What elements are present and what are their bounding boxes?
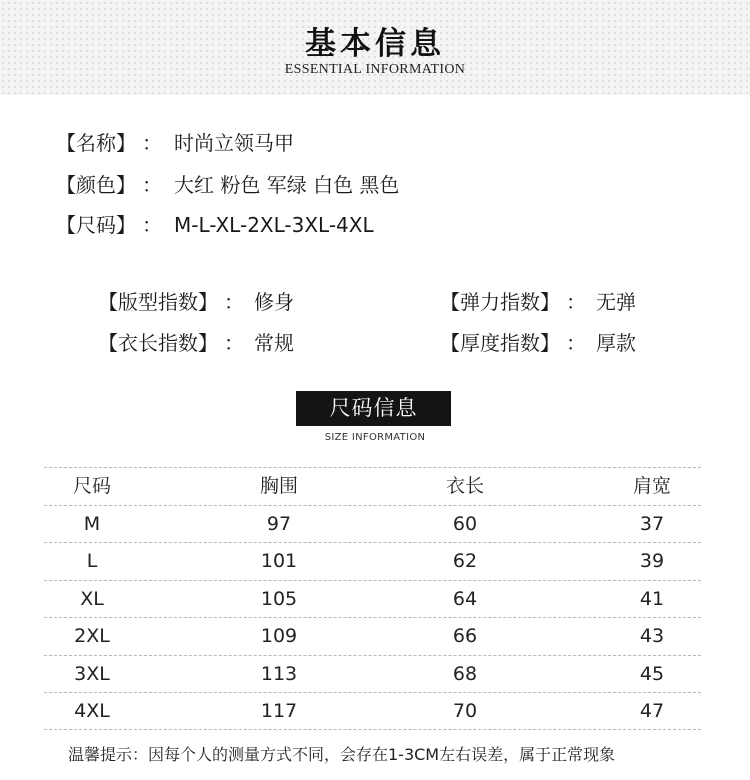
table-cell: 45 <box>639 662 665 685</box>
table-cell: 101 <box>260 550 298 572</box>
info-label: 【名称】 <box>56 131 136 155</box>
attr-label: 【厚度指数】 <box>440 331 560 355</box>
table-row <box>44 655 701 693</box>
size-table <box>44 467 701 730</box>
table-cell: 37 <box>639 512 665 535</box>
table-cell: 3XL <box>74 662 110 685</box>
info-label: 【尺码】 <box>56 213 136 237</box>
info-separator: ： <box>142 213 162 237</box>
table-row <box>44 617 701 655</box>
page-title: 基本信息 <box>305 26 445 62</box>
table-cell: XL <box>80 587 104 610</box>
info-value: M-L-XL-2XL-3XL-4XL <box>174 213 374 237</box>
table-row <box>44 505 701 543</box>
table-row <box>44 542 701 580</box>
table-cell: 105 <box>260 587 298 610</box>
attr-elasticity <box>440 287 636 317</box>
table-row <box>44 692 701 730</box>
table-cell: L <box>86 550 98 572</box>
table-cell: 66 <box>452 625 478 647</box>
size-section-subtitle: SIZE INFORMATION <box>324 432 426 443</box>
table-cell: 47 <box>639 700 665 722</box>
attr-label: 【衣长指数】 <box>98 331 218 355</box>
attr-value: 无弹 <box>596 290 636 314</box>
attr-separator: ： <box>566 331 586 355</box>
attr-thickness <box>440 328 636 358</box>
table-cell: 64 <box>452 587 478 610</box>
table-header-row <box>44 467 701 505</box>
attr-value: 厚款 <box>596 331 636 355</box>
attr-value: 常规 <box>254 331 294 355</box>
info-row-name <box>56 128 294 158</box>
page-subtitle: ESSENTIAL INFORMATION <box>284 62 466 77</box>
column-header: 衣长 <box>445 475 484 497</box>
info-separator: ： <box>142 173 162 197</box>
column-header: 肩宽 <box>632 475 671 497</box>
info-label: 【颜色】 <box>56 173 136 197</box>
table-cell: 41 <box>639 587 665 610</box>
info-value: 大红 粉色 军绿 白色 黑色 <box>174 173 400 197</box>
table-cell: 68 <box>452 662 478 685</box>
column-header: 胸围 <box>259 475 298 497</box>
table-cell: 113 <box>260 662 298 685</box>
table-cell: 43 <box>639 625 665 647</box>
measurement-tip: 温馨提示：因每个人的测量方式不同，会存在1-3CM左右误差，属于正常现象 <box>68 745 616 764</box>
table-cell: 97 <box>266 512 292 535</box>
attr-value: 修身 <box>254 290 294 314</box>
table-cell: 2XL <box>74 625 110 647</box>
attr-separator: ： <box>224 331 244 355</box>
size-section-title: 尺码信息 <box>296 391 451 426</box>
table-cell: 109 <box>260 625 298 647</box>
table-cell: 60 <box>452 512 478 535</box>
table-row <box>44 580 701 618</box>
attr-length <box>98 328 294 358</box>
table-cell: 62 <box>452 550 478 572</box>
table-cell: 117 <box>260 700 298 722</box>
info-row-size <box>56 210 374 240</box>
attr-label: 【版型指数】 <box>98 290 218 314</box>
table-cell: 70 <box>452 700 478 722</box>
table-cell: M <box>83 512 101 535</box>
attr-fit <box>98 287 294 317</box>
column-header: 尺码 <box>72 475 111 497</box>
table-cell: 39 <box>639 550 665 572</box>
info-separator: ： <box>142 131 162 155</box>
info-value: 时尚立领马甲 <box>174 131 294 155</box>
info-row-color <box>56 170 399 200</box>
attr-separator: ： <box>566 290 586 314</box>
attr-separator: ： <box>224 290 244 314</box>
table-cell: 4XL <box>74 700 110 722</box>
attr-label: 【弹力指数】 <box>440 290 560 314</box>
